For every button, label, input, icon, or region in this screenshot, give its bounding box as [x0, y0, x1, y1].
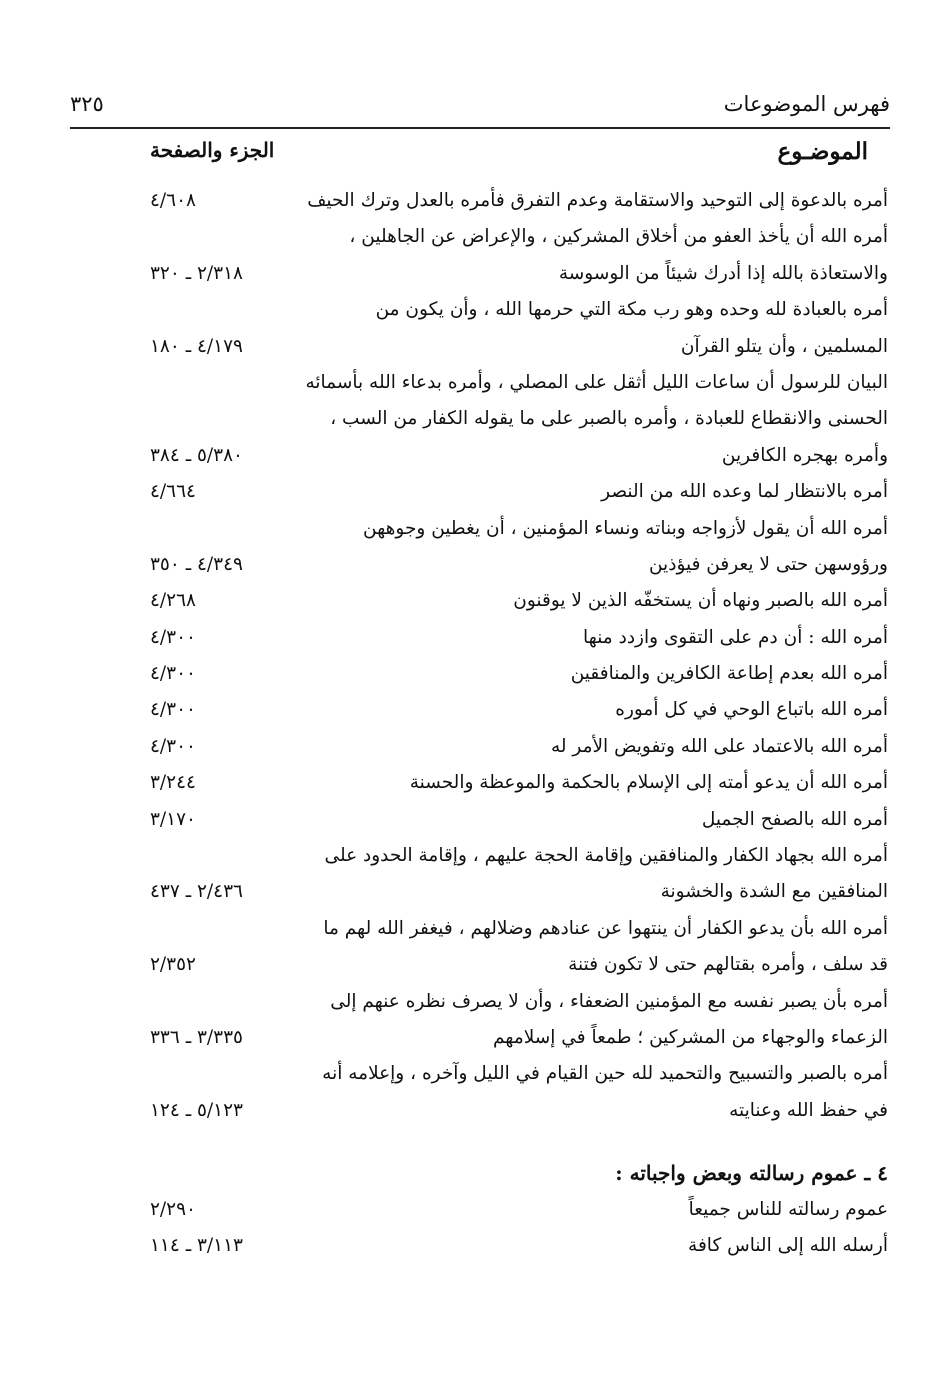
entry-text: أمره الله أن يأخذ العفو من أخلاق المشركين ، والإعراض عن الجاهلين ،: [349, 226, 888, 248]
entry-text: البيان للرسول أن ساعات الليل أثقل على المصلي ، وأمره بدعاء الله بأسمائه: [305, 371, 888, 393]
index-line: [0, 259, 948, 295]
entry-text: أمره بالصبر والتسبيح والتحميد لله حين القيام في الليل وآخره ، وإعلامه أنه: [322, 1063, 888, 1085]
header-rule: [70, 127, 890, 129]
entry-text: وأمره بهجره الكافرين: [721, 444, 888, 466]
index-line: [0, 586, 948, 622]
index-line: [0, 695, 948, 731]
index-line: [0, 877, 948, 913]
entry-text: أمره بالدعوة إلى التوحيد والاستقامة وعدم التفرق فأمره بالعدل وترك الحيف: [307, 190, 888, 211]
entry-text: أمره الله بالصبر ونهاه أن يستخفّه الذين لا يوقنون: [513, 590, 888, 612]
entry-text: في حفظ الله وعنايته: [729, 1099, 888, 1121]
section-heading-line: [0, 1158, 948, 1194]
section-spacer: [0, 1132, 948, 1158]
entry-text: أمره الله بعدم إطاعة الكافرين والمنافقين: [570, 663, 888, 685]
entry-text: أمره بالعبادة لله وحده وهو رب مكة التي حرمها الله ، وأن يكون من: [375, 299, 888, 321]
entry-ref: ٣/٣٣٥ ـ ٣٣٦: [150, 1026, 243, 1048]
entry-ref: ٢/٢٩٠: [150, 1198, 196, 1220]
index-line: [0, 295, 948, 331]
entry-ref: ٣/٢٤٤: [150, 772, 196, 794]
index-line: [0, 768, 948, 804]
entry-text: أمره الله بجهاد الكفار والمنافقين وإقامة الحجة عليهم ، وإقامة الحدود على: [324, 845, 888, 867]
entry-text: أمره بأن يصبر نفسه مع المؤمنين الضعفاء ، وأن لا يصرف نظره عنهم إلى: [330, 990, 888, 1012]
index-line: [0, 368, 948, 404]
index-line: [0, 987, 948, 1023]
entry-ref: ٤/٣٠٠: [150, 699, 196, 721]
index-line: [0, 441, 948, 477]
entry-ref: ٤/٣٤٩ ـ ٣٥٠: [150, 553, 243, 575]
index-line: [0, 1231, 948, 1267]
entry-ref: ٥/٣٨٠ ـ ٣٨٤: [150, 444, 243, 466]
entry-text: المسلمين ، وأن يتلو القرآن: [680, 335, 888, 357]
entry-ref: ٤/٦٠٨: [150, 190, 196, 211]
index-line: [0, 659, 948, 695]
entry-text: عموم رسالته للناس جميعاً: [688, 1198, 888, 1220]
entry-text: أمره الله بالصفح الجميل: [701, 808, 888, 830]
entry-text: الحسنى والانقطاع للعبادة ، وأمره بالصبر على ما يقوله الكفار من السب ،: [330, 408, 888, 430]
entry-text: أمره الله أن يقول لأزواجه وبناته ونساء المؤمنين ، أن يغطين وجوههن: [363, 517, 888, 539]
index-line: [0, 623, 948, 659]
index-line: [0, 1059, 948, 1095]
entry-ref: ٣/١٧٠: [150, 808, 196, 830]
entry-ref: ٢/٤٣٦ ـ ٤٣٧: [150, 881, 243, 903]
entry-ref: ٤/٣٠٠: [150, 735, 196, 757]
entry-text: والاستعاذة بالله إذا أدرك شيئاً من الوسوسة: [558, 262, 888, 284]
index-line: [0, 514, 948, 550]
index-line: [0, 1096, 948, 1132]
entry-text: أمره الله باتباع الوحي في كل أموره: [615, 699, 888, 721]
entry-ref: ٤/٣٠٠: [150, 663, 196, 685]
index-line: [0, 332, 948, 368]
index-line: [0, 841, 948, 877]
entry-ref: ٤/٢٦٨: [150, 590, 196, 612]
index-line: [0, 732, 948, 768]
entry-ref: ٢/٣٥٢: [150, 954, 196, 976]
index-line: [0, 404, 948, 440]
entry-text: قد سلف ، وأمره بقتالهم حتى لا تكون فتنة: [568, 954, 888, 976]
entry-text: أمره الله : أن دم على التقوى وازدد منها: [583, 626, 888, 648]
entry-text: ورؤوسهن حتى لا يعرفن فيؤذين: [648, 553, 888, 575]
entry-text: أرسله الله إلى الناس كافة: [688, 1234, 888, 1256]
volume-page-column-header: الجزء والصفحة: [150, 138, 275, 162]
index-line: [0, 186, 948, 222]
index-line: [0, 550, 948, 586]
entry-ref: ٤/١٧٩ ـ ١٨٠: [150, 335, 243, 357]
entry-ref: ٥/١٢٣ ـ ١٢٤: [150, 1099, 243, 1121]
entry-ref: ٢/٣١٨ ـ ٣٢٠: [150, 262, 243, 284]
entry-text: أمره الله أن يدعو أمته إلى الإسلام بالحكمة والموعظة والحسنة: [409, 772, 888, 794]
entry-text: المنافقين مع الشدة والخشونة: [660, 881, 888, 903]
entry-text: أمره الله بالاعتماد على الله وتفويض الأمر له: [550, 735, 888, 757]
index-line: [0, 914, 948, 950]
section-heading: ٤ ـ عموم رسالته وبعض واجباته :: [615, 1161, 888, 1186]
index-line: [0, 805, 948, 841]
entry-ref: ٤/٣٠٠: [150, 626, 196, 648]
index-line: [0, 1023, 948, 1059]
index-entries: [0, 186, 948, 1267]
running-head-title: فهرس الموضوعات: [723, 92, 890, 116]
page-number: ٣٢٥: [70, 92, 104, 116]
index-line: [0, 1195, 948, 1231]
entry-text: الزعماء والوجهاء من المشركين ؛ طمعاً في إسلامهم: [493, 1026, 888, 1048]
index-line: [0, 950, 948, 986]
index-line: [0, 477, 948, 513]
topic-column-header: الموضـوع: [777, 138, 868, 165]
entry-text: أمره بالانتظار لما وعده الله من النصر: [601, 481, 888, 503]
entry-text: أمره الله بأن يدعو الكفار أن ينتهوا عن عنادهم وضلالهم ، فيغفر الله لهم ما: [323, 917, 888, 939]
entry-ref: ٤/٦٦٤: [150, 481, 196, 503]
running-head: [70, 92, 890, 126]
entry-ref: ٣/١١٣ ـ ١١٤: [150, 1234, 243, 1256]
column-headers: [150, 138, 868, 172]
index-line: [0, 222, 948, 258]
